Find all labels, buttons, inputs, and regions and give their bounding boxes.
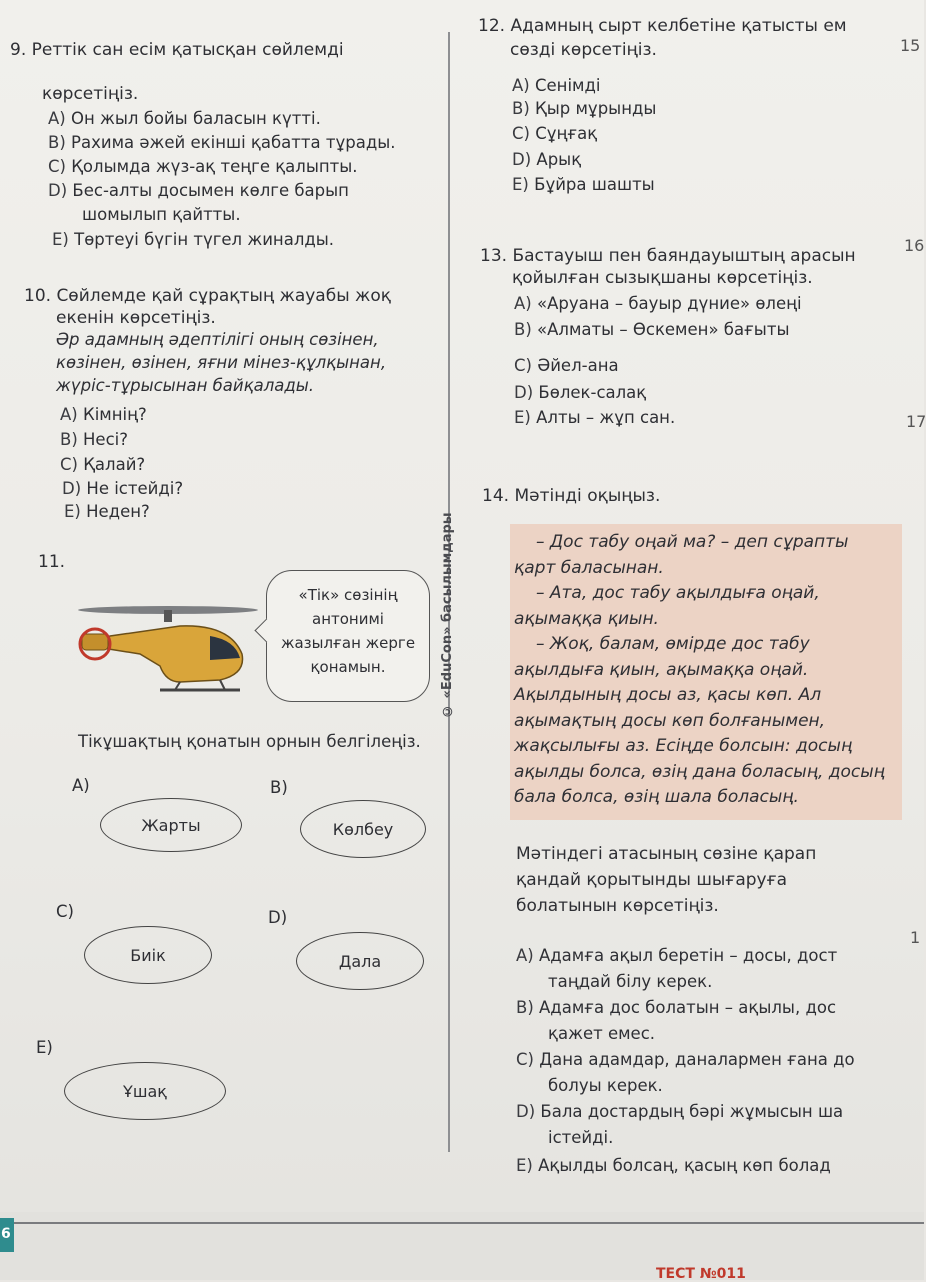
q10-option-d[interactable]: D) Не істейді? <box>62 479 184 498</box>
q14-option-a[interactable]: A) Адамға ақыл беретін – досы, дост <box>516 946 838 965</box>
q14-option-c[interactable]: C) Дана адамдар, даналармен ғана до <box>516 1050 855 1069</box>
footer-test-label: ТЕСТ №011 <box>656 1266 746 1282</box>
q14-option-a-cont: таңдай білу керек. <box>548 972 713 991</box>
q11-option-b[interactable]: Көлбеу <box>300 800 426 858</box>
q14-option-b[interactable]: B) Адамға дос болатын – ақылы, дос <box>516 998 837 1017</box>
q9-option-e[interactable]: E) Төртеуі бүгін түгел жиналды. <box>52 230 335 249</box>
q14-text-line2: қарт баласынан. <box>514 558 664 578</box>
q11-number: 11. <box>38 552 66 572</box>
publisher-label: © «EduCon» басылымдары <box>440 512 455 718</box>
q14-prompt-line2: қандай қорытынды шығаруға <box>516 870 788 890</box>
q10-title-line1: 10. Сөйлемде қай сұрақтың жауабы жоқ <box>24 286 392 306</box>
q11-option-d[interactable]: Дала <box>296 932 424 990</box>
page-number: 6 <box>1 1226 11 1242</box>
q14-option-b-cont: қажет емес. <box>548 1024 656 1043</box>
q13-title-line1: 13. Бастауыш пен баяндауыштың арасын <box>480 246 856 266</box>
q12-option-b[interactable]: B) Қыр мұрынды <box>512 99 657 118</box>
q11-option-c[interactable]: Биік <box>84 926 212 984</box>
q14-text-line3: – Ата, дос табу ақылдыға оңай, <box>536 583 820 603</box>
q11-letter-b: B) <box>270 778 288 797</box>
q9-title-line2: көрсетіңіз. <box>42 84 139 104</box>
q14-text-line6: ақылдыға қиын, ақымаққа оңай. <box>514 660 809 680</box>
q9-option-c[interactable]: C) Қолымда жүз-ақ теңге қалыпты. <box>48 157 358 176</box>
q10-option-c[interactable]: C) Қалай? <box>60 455 146 474</box>
q9-option-a[interactable]: A) Он жыл бойы баласын күтті. <box>48 109 321 128</box>
q13-option-c[interactable]: C) Әйел-ана <box>514 356 619 375</box>
q14-prompt-line3: болатынын көрсетіңіз. <box>516 896 719 916</box>
q11-letter-a: A) <box>72 776 90 795</box>
q13-option-e[interactable]: E) Алты – жұп сан. <box>514 408 676 427</box>
q10-option-a[interactable]: A) Кімнің? <box>60 405 147 424</box>
q14-prompt-line1: Мәтіндегі атасының сөзіне қарап <box>516 844 817 864</box>
bubble-line2: антонимі <box>312 610 384 628</box>
q9-option-d[interactable]: D) Бес-алты досымен көлге барып <box>48 181 349 200</box>
q13-option-a[interactable]: A) «Аруана – бауыр дүние» өлеңі <box>514 294 802 313</box>
q9-option-d-cont: шомылып қайтты. <box>82 205 241 224</box>
q9-title-line1: 9. Реттік сан есім қатысқан сөйлемді <box>10 40 344 60</box>
edge-number-17: 17 <box>906 412 926 431</box>
q11-option-a[interactable]: Жарты <box>100 798 242 852</box>
q14-option-c-cont: болуы керек. <box>548 1076 663 1095</box>
bubble-line4: қонамын. <box>310 658 386 676</box>
q13-title-line2: қойылған сызықшаны көрсетіңіз. <box>512 268 813 288</box>
q11-letter-e: E) <box>36 1038 53 1057</box>
q11-letter-d: D) <box>268 908 288 927</box>
q13-option-b[interactable]: B) «Алматы – Өскемен» бағыты <box>514 320 790 339</box>
q14-text-line1: – Дос табу оңай ма? – деп сұрапты <box>536 532 849 552</box>
q12-option-d[interactable]: D) Арық <box>512 150 582 169</box>
q9-option-b[interactable]: B) Рахима әжей екінші қабатта тұрады. <box>48 133 396 152</box>
q10-sentence-line1: Әр адамның әдептілігі оның сөзінен, <box>56 330 379 349</box>
bubble-line1: «Тік» сөзінің <box>298 586 398 604</box>
edge-number-15: 15 <box>900 36 921 55</box>
q11-letter-c: C) <box>56 902 74 921</box>
bottom-rule <box>0 1222 924 1224</box>
q11-option-e[interactable]: Ұшақ <box>64 1062 226 1120</box>
q14-option-d-cont: істейді. <box>548 1128 614 1147</box>
speech-bubble-text <box>268 583 428 679</box>
helicopter-icon <box>70 596 266 704</box>
q14-text-line9: жақсылығы аз. Есіңде болсын: досың <box>514 736 853 756</box>
q14-title: 14. Мәтінді оқыңыз. <box>482 486 661 506</box>
q13-option-d[interactable]: D) Бөлек-салақ <box>514 383 647 402</box>
q14-text-line4: ақымаққа қиын. <box>514 609 659 629</box>
q12-title-line2: сөзді көрсетіңіз. <box>510 40 657 60</box>
q14-text-line5: – Жоқ, балам, өмірде дос табу <box>536 634 810 654</box>
q14-text-line11: бала болса, өзің шала боласың. <box>514 787 799 807</box>
q10-option-e[interactable]: E) Неден? <box>64 502 150 521</box>
q11-instruction: Тікұшақтың қонатын орнын белгілеңіз. <box>78 732 421 751</box>
q12-option-a[interactable]: A) Сенімді <box>512 76 601 95</box>
bubble-line3: жазылған жерге <box>280 634 416 652</box>
q14-option-e[interactable]: E) Ақылды болсаң, қасың көп болад <box>516 1156 831 1175</box>
q10-sentence-line3: жүріс-тұрысынан байқалады. <box>56 376 315 395</box>
edge-number-18: 1 <box>910 928 921 947</box>
edge-number-16: 16 <box>904 236 925 255</box>
q12-option-c[interactable]: C) Сұңғақ <box>512 124 598 143</box>
q14-text-line7: Ақылдының досы аз, қасы көп. Ал <box>514 685 822 705</box>
q10-option-b[interactable]: B) Несі? <box>60 430 128 449</box>
q14-text-line8: ақымақтың досы көп болғанымен, <box>514 711 826 731</box>
q14-option-d[interactable]: D) Бала достардың бәрі жұмысын ша <box>516 1102 844 1121</box>
q12-option-e[interactable]: E) Бұйра шашты <box>512 175 655 194</box>
q14-text-line10: ақылды болса, өзің дана боласың, досың <box>514 762 885 782</box>
q10-title-line2: екенін көрсетіңіз. <box>56 308 216 328</box>
q12-title-line1: 12. Адамның сырт келбетіне қатысты ем <box>478 16 847 36</box>
q10-sentence-line2: көзінен, өзінен, яғни мінез-құлқынан, <box>56 353 387 372</box>
